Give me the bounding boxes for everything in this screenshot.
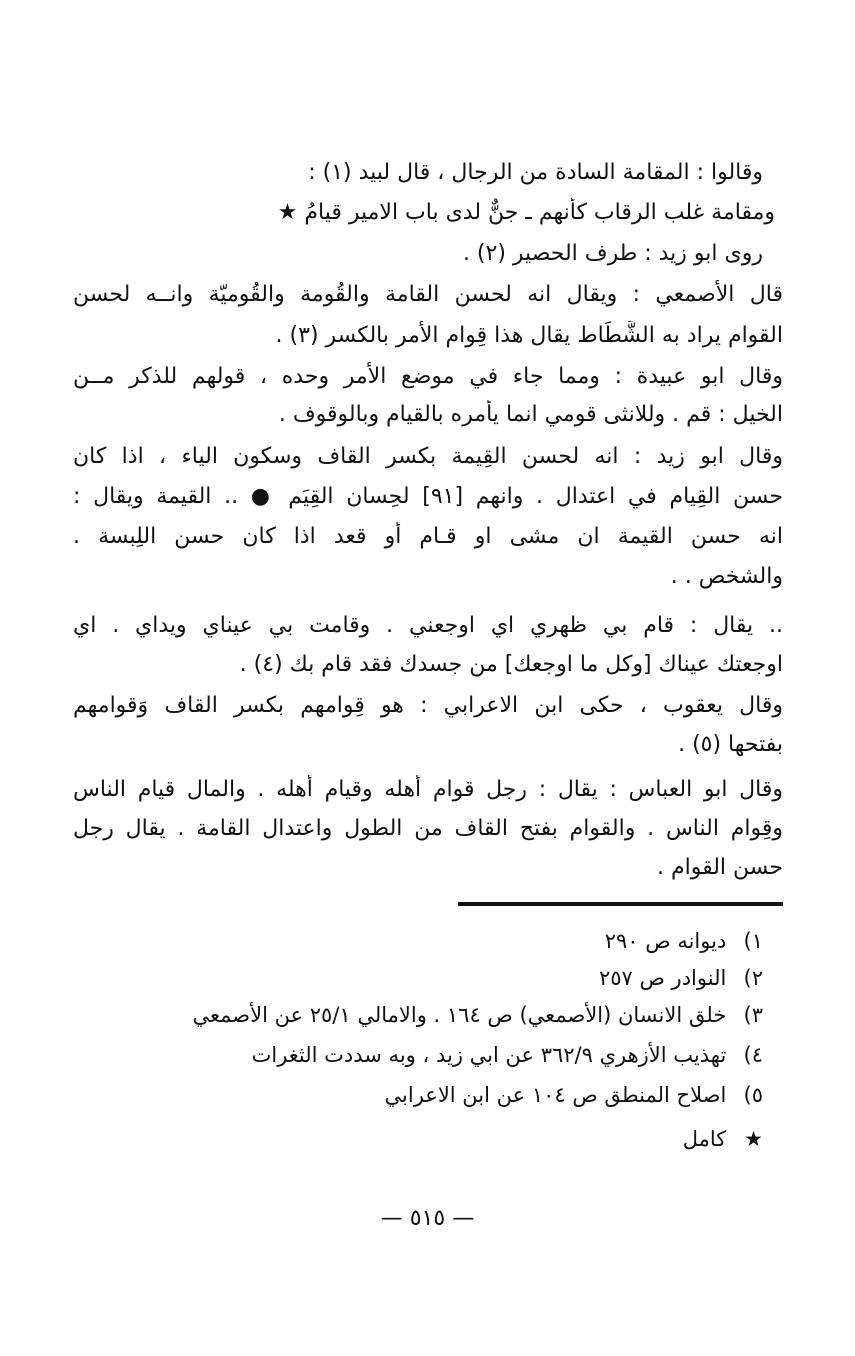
text-line: وقِوام الناس . والقوام بفتح القاف من الطول واعتدال القامة . يقال رجل xyxy=(73,816,783,841)
page-number: — ٥١٥ — xyxy=(380,1206,475,1231)
text-line: الخيل : قم . وللانثى قومي انما يأمره بالقيام وبالوقوف . xyxy=(278,402,783,427)
text-line: حسن القوام . xyxy=(657,855,783,880)
footnote xyxy=(103,963,763,993)
text-line: انه حسن القيمة ان مشى او قـام أو قعد اذا كان حسن اللِبسة . xyxy=(73,524,783,549)
footnote-text: ديوانه ص ٢٩٠ xyxy=(604,929,727,953)
footnote xyxy=(103,1000,763,1030)
footnote-number: ٥) xyxy=(743,1083,763,1107)
footnote-number: ١) xyxy=(743,929,763,953)
text-line: حسن القِيام في اعتدال . وانهم [٩١] لحِسان القِيَم ● .. القيمة ويقال : xyxy=(73,484,783,509)
footnote-text: تهذيب الأزهري ٣٦٢/٩ عن ابي زيد ، وبه سددت الثغرات xyxy=(251,1043,727,1067)
text-line: روى ابو زيد : طرف الحصير (٢) . xyxy=(462,241,763,266)
footnote-number: ٣) xyxy=(743,1003,763,1027)
star-icon: ★ xyxy=(744,1127,763,1151)
text-line: وقال ابو العباس : يقال : رجل قوام أهله وقيام أهله . والمال قيام الناس xyxy=(73,777,783,802)
text-line: وقال يعقوب ، حكى ابن الاعرابي : هو قِوامهم بكسر القاف وَقوامهم xyxy=(73,693,783,718)
footnote-number: ٤) xyxy=(743,1043,763,1067)
text-line: وقال ابو زيد : انه لحسن القِيمة بكسر القاف وسكون الياء ، اذا كان xyxy=(73,444,783,469)
text-line: وقالوا : المقامة السادة من الرجال ، قال لبيد (١) : xyxy=(308,160,763,185)
footnote xyxy=(103,926,763,956)
text-line: والشخص . . xyxy=(670,564,783,589)
text-line: القوام يراد به الشَّطَاط يقال هذا قِوام الأمر بالكسر (٣) . xyxy=(275,323,783,348)
footnote xyxy=(103,1040,763,1070)
text-line: اوجعتك عيناك [وكل ما اوجعك] من جسدك فقد قام بك (٤) . xyxy=(239,652,783,677)
footnote-divider xyxy=(458,902,783,906)
footnote-number: ٢) xyxy=(743,966,763,990)
footnote-text: خلق الانسان (الأصمعي) ص ١٦٤ . والامالي ٢٥/١ عن الأصمعي xyxy=(192,1003,727,1027)
text-line: قال الأصمعي : ويقال انه لحسن القامة والقُومة والقُوميّة وانــه لحسن xyxy=(73,282,783,307)
text-line: .. يقال : قام بي ظهري اي اوجعني . وقامت بي عيناي ويداي . اي xyxy=(73,613,783,638)
footnote xyxy=(103,1080,763,1110)
text-line: بفتحها (٥) . xyxy=(678,732,783,757)
footnote xyxy=(103,1124,763,1154)
text-line: وقال ابو عبيدة : ومما جاء في موضع الأمر وحده ، قولهم للذكر مــن xyxy=(73,364,783,389)
footnote-text: كامل xyxy=(682,1127,727,1151)
footnote-text: النوادر ص ٢٥٧ xyxy=(598,966,727,990)
poem-verse: ومقامة غلب الرقاب كأنهم ـ جنٌّ لدى باب الامير قيامُ ★ xyxy=(277,200,775,225)
footnote-text: اصلاح المنطق ص ١٠٤ عن ابن الاعرابي xyxy=(384,1083,727,1107)
